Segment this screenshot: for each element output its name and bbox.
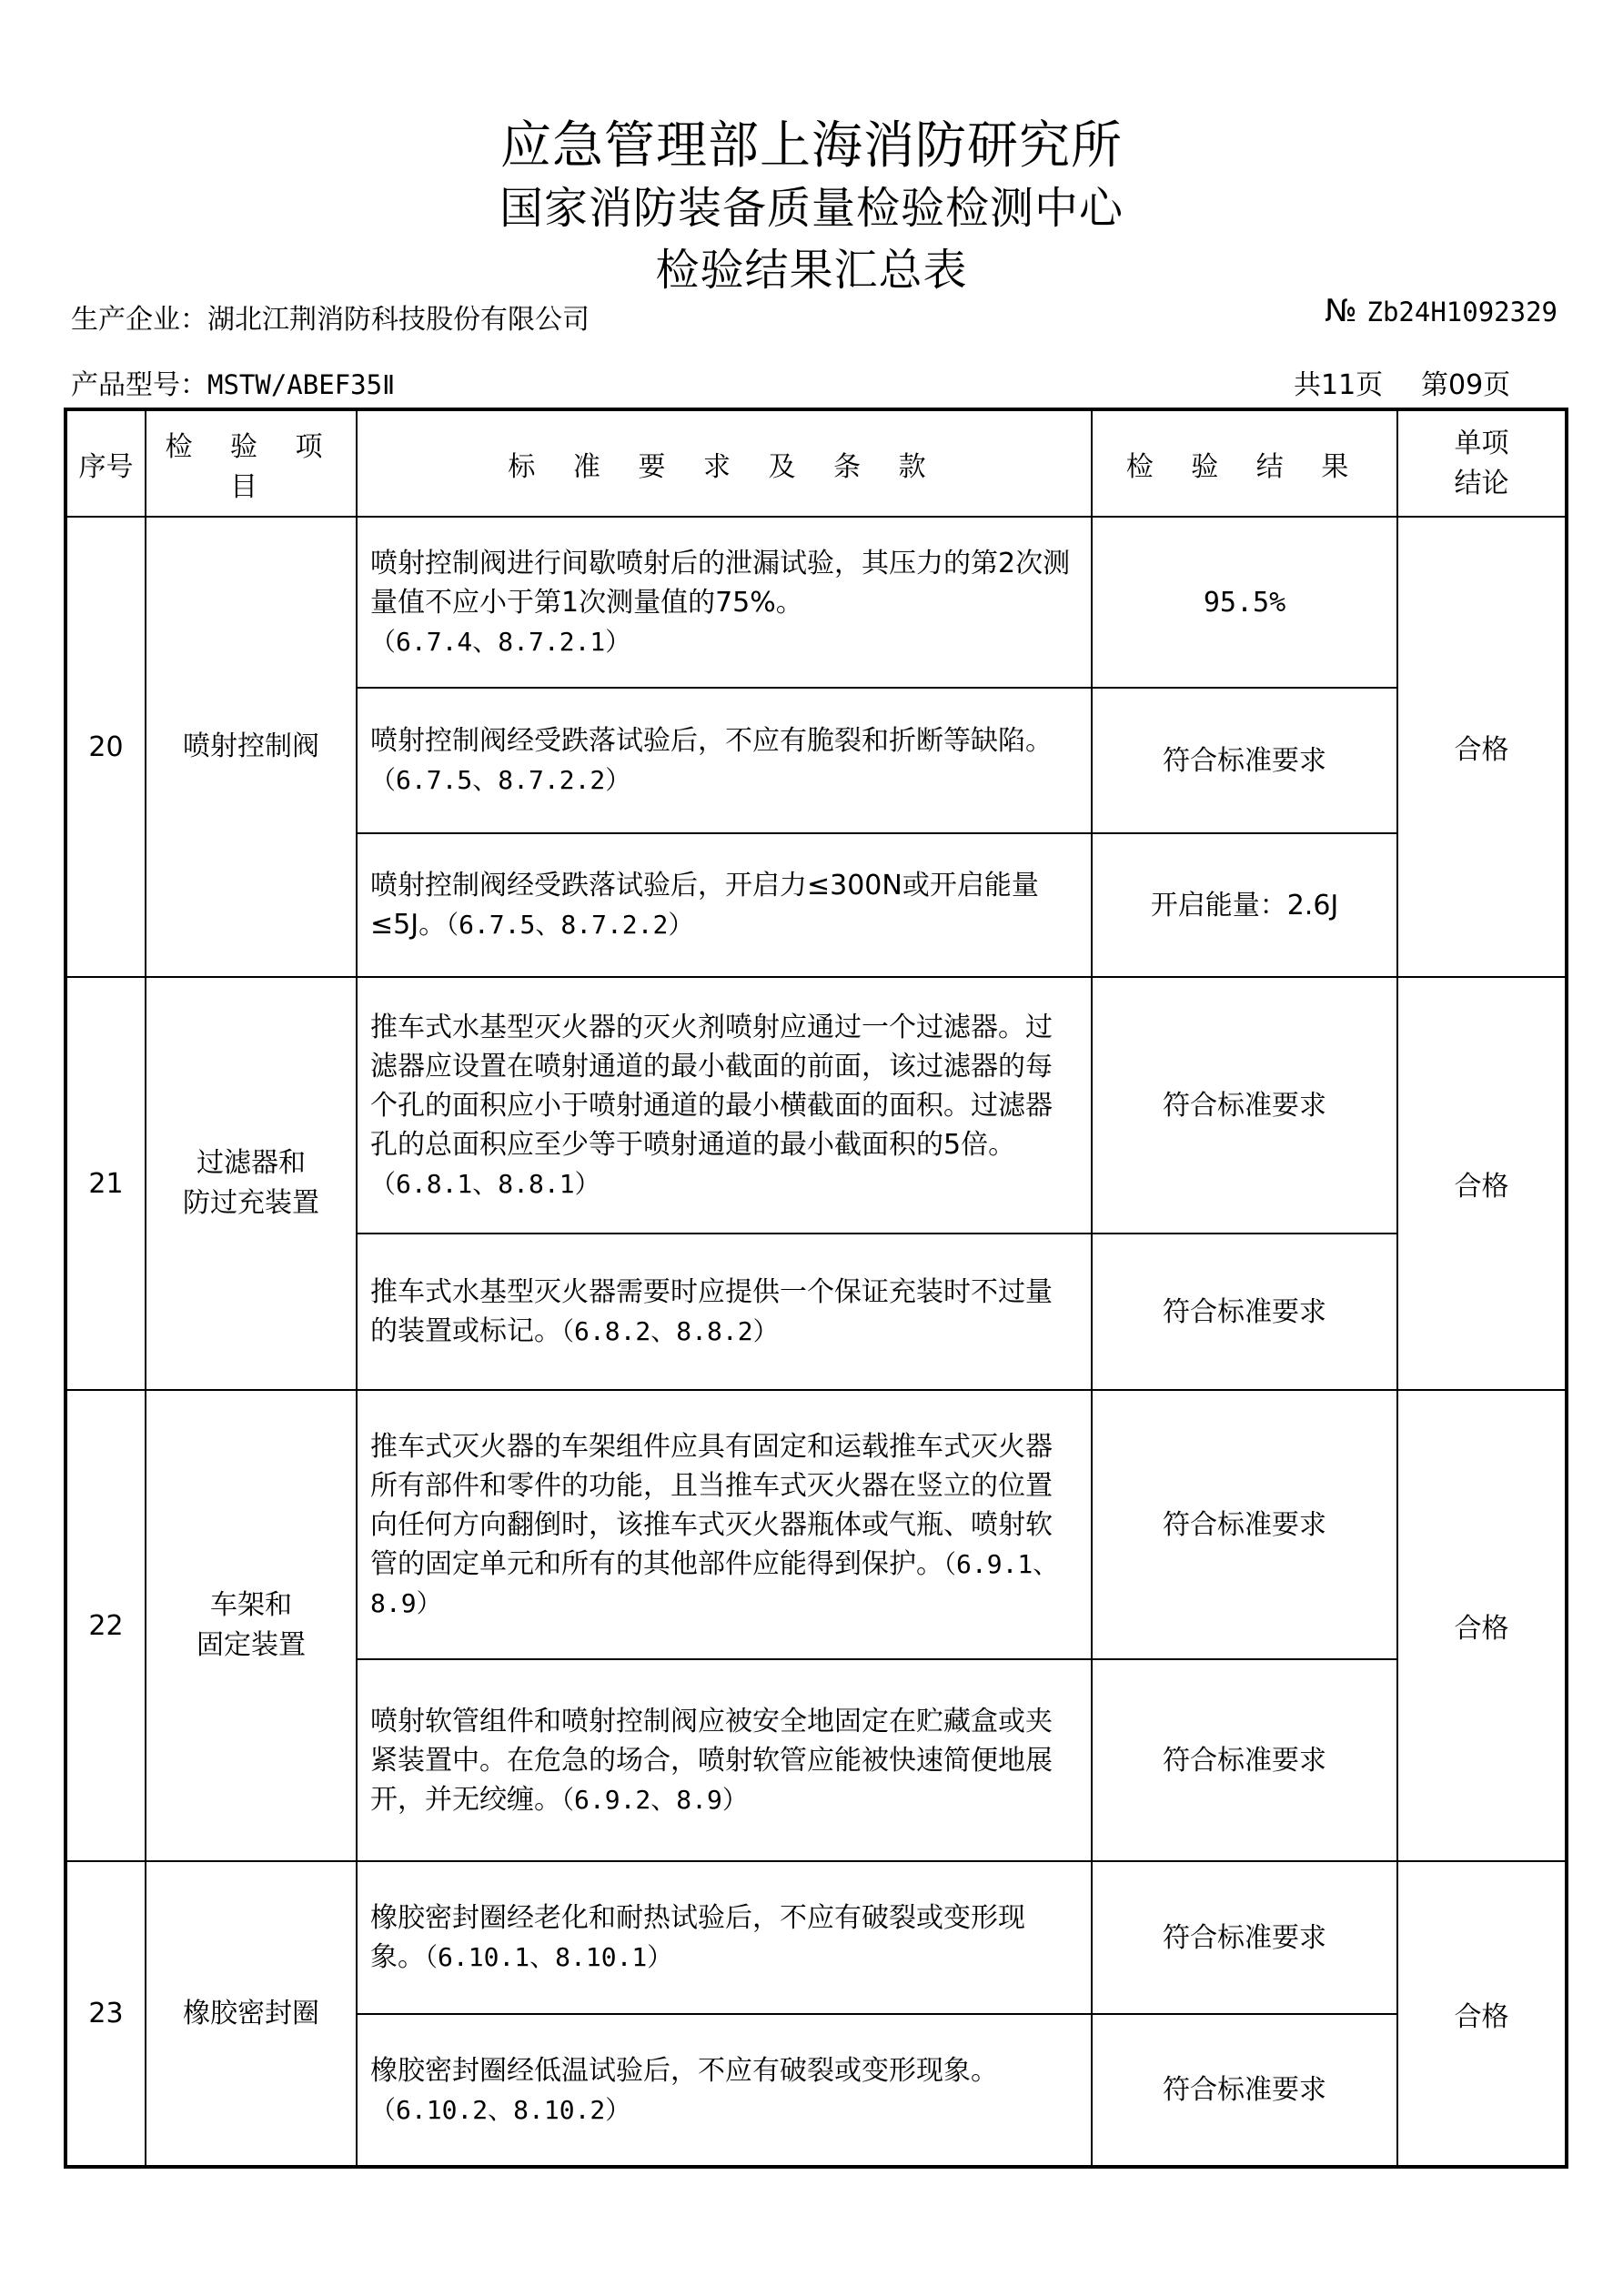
requirement-text: 喷射控制阀经受跌落试验后，不应有脆裂和折断等缺陷。	[370, 725, 1053, 757]
requirement-cell	[357, 1659, 1092, 1861]
requirement-cell	[357, 833, 1092, 977]
result-cell: 符合标准要求	[1092, 1659, 1397, 1861]
table-row	[66, 1861, 1567, 2014]
requirement-text: 喷射控制阀经受跌落试验后，开启力≤300N或开启能量≤5J。	[370, 870, 1039, 941]
result-cell: 符合标准要求	[1092, 688, 1397, 833]
inspection-item-line1: 喷射控制阀	[183, 730, 319, 762]
inspection-item-line2: 防过充装置	[183, 1187, 319, 1219]
inspection-item-line1: 过滤器和	[197, 1147, 306, 1179]
row-number: 21	[66, 977, 146, 1390]
requirement-cell	[357, 1234, 1092, 1390]
clause-ref: （6.7.5、8.7.2.2）	[370, 765, 631, 795]
inspection-item-line1: 车架和	[210, 1589, 292, 1621]
result-cell: 95.5%	[1092, 517, 1397, 688]
requirement-cell	[357, 2014, 1092, 2167]
report-title: 检验结果汇总表	[655, 245, 968, 296]
table-row	[66, 977, 1567, 1234]
clause-ref: （6.9.1、8.9）	[370, 1548, 1059, 1618]
requirement-text: 喷射软管组件和喷射控制阀应被安全地固定在贮藏盒或夹紧装置中。在危急的场合，喷射软管应能被快速简便地展开，并无绞缠。	[370, 1705, 1053, 1816]
clause-ref: （6.10.2、8.10.2）	[370, 2094, 631, 2125]
requirement-cell	[357, 977, 1092, 1234]
table-row	[66, 1390, 1567, 1659]
conclusion-cell: 合格	[1397, 977, 1567, 1390]
result-cell: 开启能量：2.6J	[1092, 833, 1397, 977]
institute-title: 应急管理部上海消防研究所	[500, 116, 1123, 176]
row-number: 20	[66, 517, 146, 977]
result-cell: 符合标准要求	[1092, 977, 1397, 1234]
requirement-cell	[357, 688, 1092, 833]
table-row	[66, 517, 1567, 688]
requirement-text: 喷射控制阀进行间歇喷射后的泄漏试验，其压力的第2次测量值不应小于第1次测量值的75%。	[370, 547, 1071, 619]
clause-ref: （6.7.4、8.7.2.1）	[370, 626, 631, 657]
clause-ref: （6.9.2、8.9）	[561, 1784, 748, 1815]
result-cell: 符合标准要求	[1092, 1861, 1397, 2014]
inspection-item	[146, 1861, 357, 2167]
conclusion-cell: 合格	[1397, 1861, 1567, 2167]
requirement-text: 橡胶密封圈经低温试验后，不应有破裂或变形现象。	[370, 2054, 998, 2087]
table-header-row	[66, 409, 1567, 517]
manufacturer-label: 生产企业：	[71, 304, 207, 336]
requirement-cell	[357, 1861, 1092, 2014]
col-header-requirement: 标 准 要 求 及 条 款	[357, 409, 1092, 517]
clause-ref: （6.7.5、8.7.2.2）	[446, 910, 694, 940]
col-header-conclusion-line2: 结论	[1454, 467, 1509, 499]
inspection-item-line1: 橡胶密封圈	[183, 1997, 319, 2029]
inspection-item	[146, 1390, 357, 1861]
report-number	[1325, 293, 1557, 329]
col-header-conclusion	[1397, 409, 1567, 517]
requirement-cell	[357, 1390, 1092, 1659]
model-label: 产品型号：	[71, 369, 207, 401]
requirement-text: 推车式灭火器的车架组件应具有固定和运载推车式灭火器所有部件和零件的功能，且当推车式灭火器在竖立的位置向任何方向翻倒时，该推车式灭火器瓶体或气瓶、喷射软管的固定单元和所有的其他部件应能得到保护。	[370, 1430, 1053, 1580]
inspection-item	[146, 977, 357, 1390]
clause-ref: （6.8.1、8.8.1）	[370, 1168, 600, 1199]
report-number-value: Zb24H1092329	[1366, 297, 1557, 327]
current-page: 第09页	[1421, 369, 1511, 401]
report-number-symbol: №	[1325, 293, 1357, 329]
col-header-item: 检 验 项 目	[146, 409, 357, 517]
requirement-text: 推车式水基型灭火器需要时应提供一个保证充装时不过量的装置或标记。	[370, 1276, 1053, 1347]
manufacturer-name: 湖北江荆消防科技股份有限公司	[207, 304, 590, 336]
results-table	[64, 408, 1568, 2169]
result-cell: 符合标准要求	[1092, 1390, 1397, 1659]
requirement-text: 推车式水基型灭火器的灭火剂喷射应通过一个过滤器。过滤器应设置在喷射通道的最小截面的前面，该过滤器的每个孔的面积应小于喷射通道的最小横截面的面积。过滤器孔的总面积应至少等于喷射通道的最小截面积的5倍。	[370, 1011, 1053, 1161]
result-cell: 符合标准要求	[1092, 2014, 1397, 2167]
requirement-text: 橡胶密封圈经老化和耐热试验后，不应有破裂或变形现象。	[370, 1902, 1025, 1973]
result-cell: 符合标准要求	[1092, 1234, 1397, 1390]
col-header-conclusion-line1: 单项	[1454, 427, 1509, 459]
row-number: 22	[66, 1390, 146, 1861]
row-number: 23	[66, 1861, 146, 2167]
manufacturer-line	[71, 297, 590, 337]
inspection-item	[146, 517, 357, 977]
requirement-cell	[357, 517, 1092, 688]
conclusion-cell: 合格	[1397, 1390, 1567, 1861]
col-header-no: 序号	[66, 409, 146, 517]
col-header-result: 检 验 结 果	[1092, 409, 1397, 517]
total-pages: 共11页	[1294, 369, 1384, 401]
model-value: MSTW/ABEF35Ⅱ	[207, 369, 396, 400]
model-line	[71, 362, 395, 402]
center-title: 国家消防装备质量检验检测中心	[499, 183, 1124, 234]
clause-ref: （6.8.2、8.8.2）	[561, 1316, 779, 1346]
clause-ref: （6.10.1、8.10.1）	[425, 1942, 673, 1972]
conclusion-cell: 合格	[1397, 517, 1567, 977]
inspection-item-line2: 固定装置	[197, 1629, 306, 1661]
